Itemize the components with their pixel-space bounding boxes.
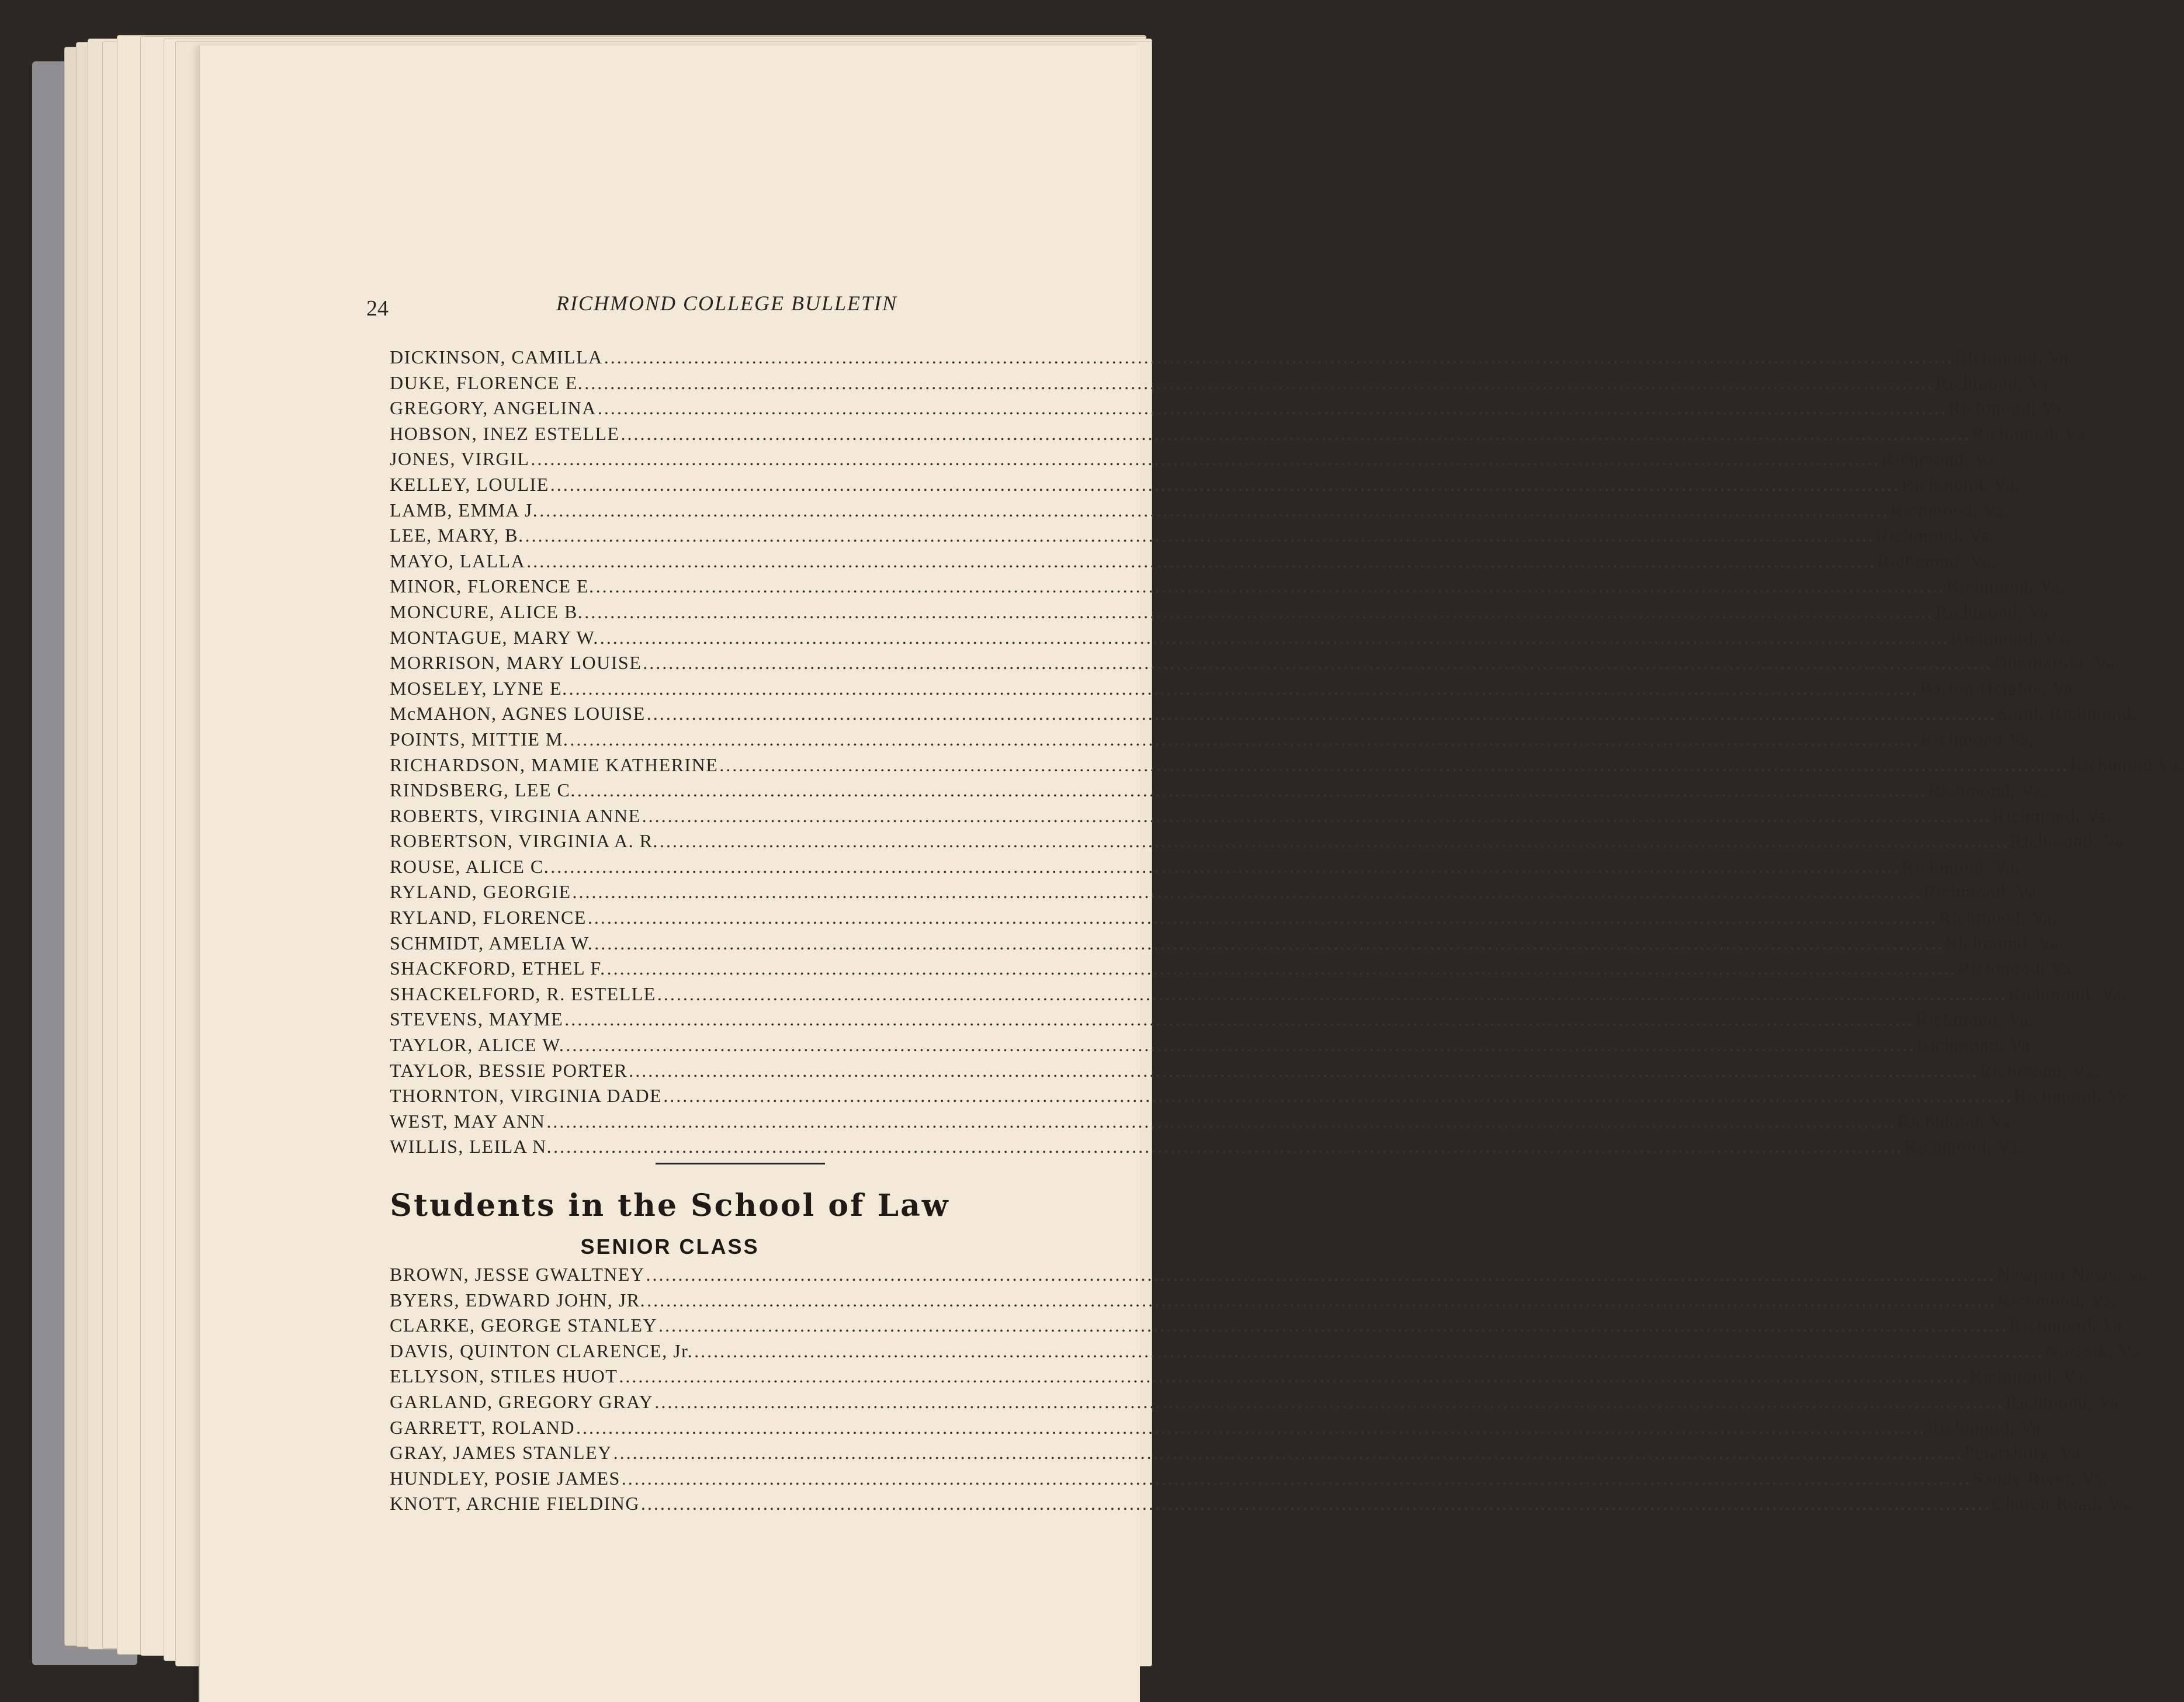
student-name: LAMB, EMMA J.: [390, 499, 539, 521]
list-item: [390, 958, 2077, 983]
dot-leader: [607, 958, 1957, 979]
dot-leader: [566, 1034, 1915, 1056]
student-name: CLARKE, GEORGE STANLEY: [390, 1315, 657, 1336]
student-residence: Richmond, Va.: [1877, 550, 1996, 571]
student-name: ROUSE, ALICE C.: [390, 855, 550, 877]
student-residence: Petersburg, Va.: [1964, 1442, 2086, 1464]
student-residence: Richmond, Va.: [1901, 855, 2020, 877]
student-name: KNOTT, ARCHIE FIELDING: [390, 1493, 640, 1514]
dot-leader: [600, 627, 1950, 649]
dot-leader: [584, 372, 1934, 394]
dot-leader: [569, 678, 1919, 699]
list-item: [390, 907, 2058, 933]
dot-leader: [584, 601, 1934, 623]
list-item: [390, 1442, 2086, 1468]
student-name: HOBSON, INEZ ESTELLE: [390, 422, 620, 444]
list-item: [390, 1289, 2117, 1315]
dot-leader: [526, 550, 1876, 572]
list-item: [390, 1085, 2133, 1111]
running-title: RICHMOND COLLEGE BULLETIN: [556, 292, 898, 315]
page-number: 24: [366, 296, 389, 321]
list-item: [390, 1340, 2145, 1366]
dot-leader: [658, 1315, 2008, 1336]
list-item: [390, 1008, 2034, 1034]
dot-leader: [647, 703, 1996, 725]
student-name: MOSELEY, LYNE E.: [390, 677, 568, 699]
dot-leader: [647, 1290, 1996, 1311]
student-residence: Richmond, Va.: [1954, 346, 2074, 368]
list-item: [390, 1059, 2099, 1086]
list-item: [390, 550, 1996, 576]
list-item: [390, 448, 2001, 474]
list-item: [390, 754, 2184, 780]
student-name: RICHARDSON, MAMIE KATHERINE: [390, 754, 719, 775]
student-name: WILLIS, LEILA N.: [390, 1136, 553, 1157]
student-residence: Richmond, Va.: [2010, 830, 2130, 852]
student-name: ROBERTSON, VIRGINIA A. R.: [390, 830, 658, 852]
list-item: [390, 601, 2054, 627]
student-residence: Newport News, Va.: [1996, 1264, 2153, 1285]
list-item: [390, 1315, 2128, 1340]
student-residence: Richmond, Va.: [1948, 397, 2068, 419]
list-item: [390, 1136, 2023, 1162]
student-name: LEE, MARY, B.: [390, 525, 524, 546]
list-item: [390, 1110, 2016, 1136]
dot-leader: [588, 907, 1937, 928]
dot-leader: [613, 1442, 1963, 1464]
student-residence: Richmond, Va.: [1935, 372, 2054, 393]
dot-leader: [621, 423, 1971, 445]
student-residence: Barton Heights, Va.: [1919, 677, 2078, 699]
dot-leader: [550, 474, 1900, 495]
student-residence: Richmond, Va.: [1998, 1289, 2117, 1311]
dot-leader: [564, 1008, 1914, 1030]
student-residence: Richmond, Va.: [1946, 576, 2066, 597]
student-name: DAVIS, QUINTON CLARENCE, Jr.: [390, 1340, 694, 1361]
student-name: SCHMIDT, AMELIA W.: [390, 932, 594, 954]
dot-leader: [598, 397, 1947, 419]
dot-leader: [525, 525, 1875, 546]
dot-leader: [550, 856, 1900, 878]
dot-leader: [660, 830, 2009, 852]
student-residence: Richmond, Va.: [2009, 1315, 2128, 1336]
list-item: [390, 1391, 2124, 1417]
page-header: [200, 250, 1140, 321]
student-name: BYERS, EDWARD JOHN, JR.: [390, 1289, 646, 1311]
student-name: DUKE, FLORENCE E.: [390, 372, 584, 393]
class-subheading: SENIOR CLASS: [580, 1235, 760, 1259]
list-item: [390, 397, 2068, 423]
student-name: TAYLOR, BESSIE PORTER: [390, 1059, 628, 1081]
student-name: GARRETT, ROLAND: [390, 1416, 575, 1438]
student-residence: Richmond, Va.: [1928, 779, 2047, 801]
list-item: [390, 703, 2137, 729]
dot-leader: [654, 1391, 2004, 1413]
list-item: [390, 881, 2042, 907]
section-heading: Students in the School of Law: [390, 1188, 950, 1223]
dot-leader: [570, 729, 1919, 750]
student-name: TAYLOR, ALICE W.: [390, 1034, 565, 1056]
dot-leader: [719, 754, 2069, 776]
student-residence: Richmond, Va.: [1915, 1008, 2034, 1030]
student-name: RYLAND, FLORENCE: [390, 907, 587, 928]
list-item: [390, 805, 2112, 831]
student-residence: Richmond, Va.: [1897, 1110, 2016, 1132]
law-student-list: [390, 1264, 2153, 1519]
list-item: [390, 1467, 2107, 1493]
student-name: MAYO, LALLA: [390, 550, 526, 571]
list-item: [390, 652, 2121, 678]
student-name: MORRISON, MARY LOUISE: [390, 652, 642, 674]
list-item: [390, 983, 2127, 1009]
student-residence: Richmond, Va.: [1971, 422, 2091, 444]
student-name: SHACKELFORD, R. ESTELLE: [390, 983, 656, 1004]
student-residence: Richmond, Va.: [2014, 1085, 2133, 1107]
student-residence: Richmond, Va.: [1938, 907, 2058, 928]
student-residence: Richmond, Va.: [2005, 1391, 2124, 1412]
student-residence: Richmond Va.: [1920, 728, 2034, 750]
student-residence: Church Road, Va.: [1991, 1493, 2134, 1514]
list-item: [390, 346, 2074, 372]
student-name: MINOR, FLORENCE E.: [390, 576, 595, 597]
student-residence: Richmond, Va.: [1901, 473, 2020, 495]
student-name: MONCURE, ALICE B.: [390, 601, 584, 622]
student-residence: Richmond, Va.: [1945, 932, 2064, 954]
student-name: McMAHON, AGNES LOUISE: [390, 703, 646, 725]
student-name: ROBERTS, VIRGINIA ANNE: [390, 805, 641, 826]
student-list: [390, 346, 2184, 1162]
student-residence: Richmond, Va.: [1876, 525, 1995, 546]
student-name: GARLAND, GREGORY GRAY: [390, 1391, 654, 1412]
dot-leader: [572, 881, 1922, 903]
student-name: RINDSBERG, LEE C.: [390, 779, 576, 801]
student-residence: Richmond Va.: [2070, 754, 2184, 775]
dot-leader: [622, 1468, 1971, 1489]
dot-leader: [577, 779, 1927, 801]
section-divider: [656, 1163, 825, 1164]
list-item: [390, 422, 2091, 449]
student-name: KELLEY, LOULIE: [390, 473, 549, 495]
student-residence: Richmond, Va.: [1890, 499, 2009, 521]
student-residence: Richmond, Va.: [1923, 881, 2042, 903]
student-residence: Norfolk, Va.: [2045, 1340, 2145, 1361]
student-residence: Richmond, Va.: [1970, 1365, 2089, 1387]
dot-leader: [657, 983, 2007, 1005]
student-name: POINTS, MITTIE M.: [390, 728, 569, 750]
list-item: [390, 728, 2034, 754]
dot-leader: [694, 1340, 2044, 1362]
list-item: [390, 932, 2064, 958]
student-residence: Richmond, Va.: [1980, 1059, 2099, 1081]
student-name: RYLAND, GEORGIE: [390, 881, 571, 903]
dot-leader: [663, 1085, 2013, 1107]
student-name: ELLYSON, STILES HUOT: [390, 1365, 618, 1387]
dot-leader: [596, 576, 1946, 597]
student-residence: Dumbarton, Va.: [1994, 652, 2121, 674]
student-residence: Richmond, Va.: [1935, 601, 2054, 622]
list-item: [390, 626, 2070, 653]
list-item: [390, 1034, 2036, 1060]
list-item: [390, 830, 2130, 856]
student-name: BROWN, JESSE GWALTNEY: [390, 1264, 645, 1285]
student-name: GRAY, JAMES STANLEY: [390, 1442, 612, 1464]
student-name: STEVENS, MAYME: [390, 1008, 564, 1030]
student-name: MONTAGUE, MARY W.: [390, 626, 599, 648]
list-item: [390, 525, 1995, 550]
student-name: GREGORY, ANGELINA: [390, 397, 597, 419]
list-item: [390, 779, 2047, 805]
student-name: THORNTON, VIRGINIA DADE: [390, 1085, 663, 1107]
student-residence: Richmond, Va.: [1916, 1034, 2036, 1056]
dot-leader: [594, 933, 1944, 954]
book-page: [199, 46, 2184, 1702]
list-item: [390, 372, 2054, 398]
list-item: [390, 499, 2009, 525]
student-name: SHACKFORD, ETHEL F.: [390, 958, 606, 979]
list-item: [390, 677, 2078, 703]
student-residence: Richmond, Va.: [1957, 958, 2077, 979]
dot-leader: [553, 1136, 1903, 1157]
student-residence: South Richmond.: [1997, 703, 2137, 725]
dot-leader: [619, 1365, 1968, 1387]
dot-leader: [539, 500, 1889, 521]
student-name: DICKINSON, CAMILLA: [390, 346, 603, 368]
student-residence: Richmond, Va.: [1992, 805, 2112, 826]
list-item: [390, 855, 2020, 882]
list-item: [390, 473, 2020, 500]
student-residence: Richmond, Va.: [1904, 1136, 2023, 1157]
dot-leader: [546, 1111, 1896, 1132]
list-item: [390, 1264, 2153, 1290]
list-item: [390, 576, 2066, 601]
student-name: JONES, VIRGIL: [390, 448, 530, 470]
student-name: HUNDLEY, POSIE JAMES: [390, 1467, 620, 1489]
student-residence: Richmond, Va.: [2008, 983, 2127, 1004]
list-item: [390, 1493, 2134, 1519]
dot-leader: [641, 1493, 1991, 1514]
dot-leader: [643, 652, 1992, 674]
student-residence: Sandy River, Va.: [1972, 1467, 2107, 1489]
student-residence: Richmond, Va.: [1950, 626, 2070, 648]
student-residence: Richmond, Va.: [1881, 448, 2001, 470]
list-item: [390, 1416, 2046, 1443]
dot-leader: [531, 448, 1880, 470]
dot-leader: [642, 805, 1992, 827]
dot-leader: [646, 1264, 1996, 1285]
dot-leader: [604, 346, 1954, 368]
dot-leader: [629, 1060, 1978, 1081]
student-residence: Richmond, Va.: [1927, 1416, 2046, 1438]
student-name: WEST, MAY ANN: [390, 1110, 546, 1132]
dot-leader: [576, 1417, 1926, 1438]
list-item: [390, 1365, 2089, 1391]
